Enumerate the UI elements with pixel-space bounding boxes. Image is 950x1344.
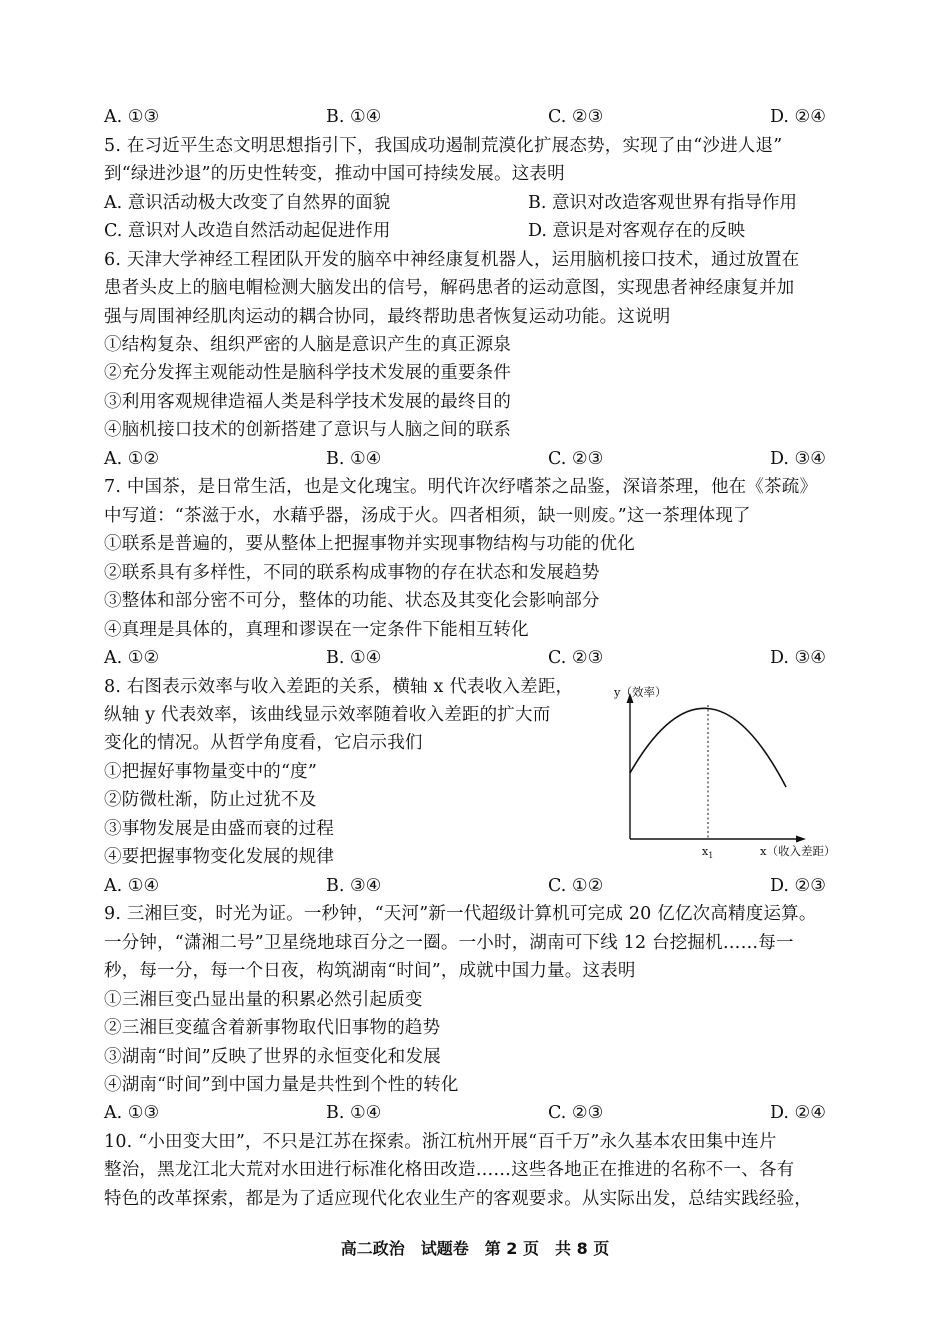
efficiency-income-gap-figure [600, 681, 850, 863]
x1-tick-label [702, 845, 713, 860]
q7-stem-line: 7. 中国茶，是日常生活，也是文化瑰宝。明代许次纾嗜茶之品鉴，深谙茶理，他在《茶疏》 [104, 477, 818, 497]
q6-stem-line: 强与周围神经肌肉运动的耦合协同，最终帮助患者恢复运动功能。这说明 [104, 307, 671, 327]
q6-statement-1: ①结构复杂、组织严密的人脑是意识产生的真正源泉 [104, 335, 512, 355]
q8-option-d: D. ②③ [770, 876, 826, 896]
q5-option-b: B. 意识对改造客观世界有指导作用 [528, 193, 797, 213]
q9-option-b: B. ①④ [326, 1103, 382, 1123]
q7-option-b: B. ①④ [326, 648, 382, 668]
q8-options [104, 874, 839, 898]
q4-option-d: D. ②④ [770, 107, 826, 127]
q7-stem-line: 中写道：“茶滋于水，水藉乎器，汤成于火。四者相须，缺一则废。”这一茶理体现了 [104, 506, 751, 526]
q6-statement-4: ④脑机接口技术的创新搭建了意识与人脑之间的联系 [104, 420, 512, 440]
x1-main: x [702, 845, 709, 858]
q7-options [104, 646, 839, 670]
q7-statement-3: ③整体和部分密不可分，整体的功能、状态及其变化会影响部分 [104, 591, 600, 611]
q8-statement-4: ④要把握事物变化发展的规律 [104, 847, 335, 867]
q5-option-c: C. 意识对人改造自然活动起促进作用 [104, 221, 391, 241]
q6-option-b: B. ①④ [326, 449, 382, 469]
q5-stem-line: 到“绿进沙退”的历史性转变，推动中国可持续发展。这表明 [104, 164, 565, 184]
q8-stem-line: 变化的情况。从哲学角度看，它启示我们 [104, 733, 423, 753]
q4-option-a: A. ①③ [104, 107, 160, 127]
q9-stem-line: 秒，每一分，每一个日夜，构筑湖南“时间”，成就中国力量。这表明 [104, 961, 636, 981]
q8-statement-1: ①把握好事物量变中的“度” [104, 762, 317, 782]
q4-option-b: B. ①④ [326, 107, 382, 127]
q6-statement-2: ②充分发挥主观能动性是脑科学技术发展的重要条件 [104, 363, 512, 383]
q7-option-d: D. ③④ [770, 648, 826, 668]
q9-options [104, 1101, 839, 1125]
q6-statement-3: ③利用客观规律造福人类是科学技术发展的最终目的 [104, 392, 512, 412]
q4-option-c: C. ②③ [548, 107, 604, 127]
q9-option-c: C. ②③ [548, 1103, 604, 1123]
q9-statement-2: ②三湘巨变蕴含着新事物取代旧事物的趋势 [104, 1018, 441, 1038]
q8-statement-3: ③事物发展是由盛而衰的过程 [104, 819, 335, 839]
x1-subscript: 1 [708, 851, 714, 860]
q5-stem-line: 5. 在习近平生态文明思想指引下，我国成功遏制荒漠化扩展态势，实现了由“沙进人退” [104, 136, 783, 156]
q7-option-a: A. ①② [104, 648, 160, 668]
page-footer: 高二政治 试题卷 第 2 页 共 8 页 [340, 1239, 610, 1258]
x-axis-label: x（收入差距） [760, 844, 836, 858]
q10-stem-line: 10. “小田变大田”，不只是江苏在探索。浙江杭州开展“百千万”永久基本农田集中连片 [104, 1132, 777, 1152]
q7-statement-2: ②联系具有多样性，不同的联系构成事物的存在状态和发展趋势 [104, 563, 600, 583]
q5-option-a: A. 意识活动极大改变了自然界的面貌 [104, 193, 391, 213]
q5-option-d: D. 意识是对客观存在的反映 [528, 221, 746, 241]
q10-stem-line: 特色的改革探索，都是为了适应现代化农业生产的客观要求。从实际出发，总结实践经验， [104, 1189, 812, 1209]
q6-stem-line: 患者头皮上的脑电帽检测大脑发出的信号，解码患者的运动意图，实现患者神经康复并加 [104, 278, 795, 298]
q8-stem-line: 8. 右图表示效率与收入差距的关系，横轴 x 代表收入差距， [104, 677, 574, 697]
q6-option-a: A. ①② [104, 449, 160, 469]
q6-option-c: C. ②③ [548, 449, 604, 469]
q8-option-c: C. ①② [548, 876, 604, 896]
x-axis-arrow [796, 836, 806, 843]
q6-option-d: D. ③④ [770, 449, 826, 469]
y-axis-label: y（效率） [614, 685, 667, 699]
q6-options [104, 447, 839, 471]
q8-option-b: B. ③④ [326, 876, 382, 896]
q6-stem-line: 6. 天津大学神经工程团队开发的脑卒中神经康复机器人，运用脑机接口技术，通过放置在 [104, 250, 800, 270]
q9-statement-4: ④湖南“时间”到中国力量是共性到个性的转化 [104, 1075, 459, 1095]
q9-stem-line: 9. 三湘巨变，时光为证。一秒钟，“天河”新一代超级计算机可完成 20 亿亿次高精度运算。 [104, 904, 817, 924]
q8-statement-2: ②防微杜渐，防止过犹不及 [104, 790, 317, 810]
q9-option-a: A. ①③ [104, 1103, 160, 1123]
q9-statement-1: ①三湘巨变凸显出量的积累必然引起质变 [104, 990, 423, 1010]
q9-option-d: D. ②④ [770, 1103, 826, 1123]
q9-statement-3: ③湖南“时间”反映了世界的永恒变化和发展 [104, 1047, 441, 1067]
q7-option-c: C. ②③ [548, 648, 604, 668]
q7-statement-4: ④真理是具体的，真理和谬误在一定条件下能相互转化 [104, 620, 529, 640]
q8-option-a: A. ①④ [104, 876, 160, 896]
q10-stem-line: 整治，黑龙江北大荒对水田进行标准化格田改造……这些各地正在推进的名称不一、各有 [104, 1160, 795, 1180]
q4-options [104, 105, 839, 129]
q8-stem-line: 纵轴 y 代表效率，该曲线显示效率随着收入差距的扩大而 [104, 705, 551, 725]
q9-stem-line: 一分钟，“潇湘二号”卫星绕地球百分之一圈。一小时，湖南可下线 12 台挖掘机……每一 [104, 933, 794, 953]
q7-statement-1: ①联系是普遍的，要从整体上把握事物并实现事物结构与功能的优化 [104, 534, 635, 554]
